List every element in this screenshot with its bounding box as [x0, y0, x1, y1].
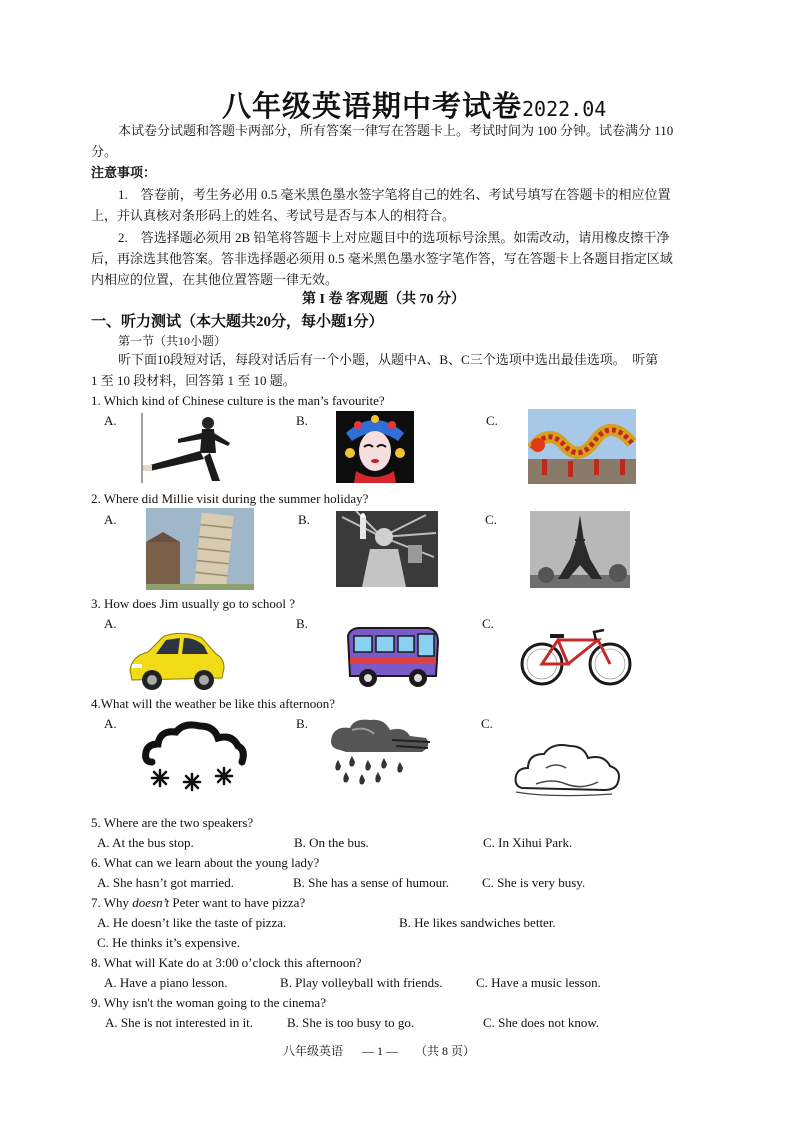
kung-fu-image: [138, 413, 242, 483]
notes-item-2-line-3: 内相应的位置，在其他位置答题一律无效。: [91, 272, 339, 287]
bicycle-image: [518, 624, 634, 688]
notes-item-2-line-1: 2. 答选择题必须用 2B 铅笔将答题卡上对应题目中的选项标号涂黑。如需改动，请用橡皮擦干净: [118, 230, 670, 245]
notes-item-2-line-2: 后，再涂选其他答案。答非选择题必须用 0.5 毫米黑色墨水签字笔作答，写在答题卡上各题目指定区域: [91, 251, 673, 266]
exam-date: 2022.04: [522, 97, 607, 121]
question-2: 2. Where did Millie visit during the summer holiday?: [91, 491, 369, 506]
q1-option-c: C.: [486, 413, 498, 428]
q7-text-prefix: 7. Why: [91, 895, 133, 910]
q4-option-b: B.: [296, 716, 308, 731]
volume-title: 第 I 卷 客观题（共 70 分）: [302, 292, 465, 307]
dragon-dance-image: [528, 409, 636, 484]
q2-option-c: C.: [485, 512, 497, 527]
peking-opera-mask-image: [336, 411, 414, 483]
notes-heading: 注意事项：: [91, 165, 157, 180]
snow-icon: [140, 720, 250, 794]
page-footer: [283, 1042, 475, 1059]
q1-option-b: B.: [296, 413, 308, 428]
q6-option-c: C. She is very busy.: [482, 875, 586, 890]
q3-option-c: C.: [482, 616, 494, 631]
question-4: 4.What will the weather be like this afternoon?: [91, 696, 336, 711]
q7-option-c: C. He thinks it’s expensive.: [97, 935, 240, 950]
cloudy-icon: [512, 738, 624, 800]
q7-text-italic: doesn’t: [132, 895, 170, 910]
footer-total-pages: （共 8 页）: [415, 1044, 476, 1058]
instruction-line-1: 听下面10段短对话，每段对话后有一个小题，从题中A、B、C三个选项中选出最佳选项。 听第: [118, 352, 659, 367]
q2-option-a: A.: [104, 512, 117, 527]
q2-option-b: B.: [298, 512, 310, 527]
page-title: [222, 84, 606, 125]
statue-of-liberty-image: [336, 511, 438, 587]
footer-page-number: — 1 —: [362, 1044, 399, 1058]
q6-option-a: A. She hasn’t got married.: [97, 875, 234, 890]
question-7: [91, 895, 305, 911]
q3-option-b: B.: [296, 616, 308, 631]
question-9: 9. Why isn't the woman going to the cinema?: [91, 995, 326, 1010]
bus-image: [342, 622, 442, 692]
notes-item-1-line-2: 上，并认真核对条形码上的姓名、考试号是否与本人的相符合。: [91, 208, 456, 223]
instruction-line-2: 1 至 10 段材料，回答第 1 至 10 题。: [91, 373, 296, 388]
q7-option-b: B. He likes sandwiches better.: [399, 915, 556, 930]
question-1: 1. Which kind of Chinese culture is the man’s favourite?: [91, 393, 385, 408]
q9-option-b: B. She is too busy to go.: [287, 1015, 415, 1030]
question-6: 6. What can we learn about the young lady?: [91, 855, 320, 870]
q5-option-c: C. In Xihui Park.: [483, 835, 573, 850]
exam-title: 八年级英语期中考试卷: [222, 91, 523, 123]
q8-option-b: B. Play volleyball with friends.: [280, 975, 443, 990]
question-3: 3. How does Jim usually go to school ?: [91, 596, 296, 611]
question-8: 8. What will Kate do at 3:00 o’clock this afternoon?: [91, 955, 362, 970]
q7-text-suffix: Peter want to have pizza?: [169, 895, 306, 910]
leaning-tower-of-pisa-image: [146, 508, 254, 590]
q6-option-b: B. She has a sense of humour.: [293, 875, 449, 890]
q4-option-c: C.: [481, 716, 493, 731]
intro-line-1: 本试卷分试题和答题卡两部分，所有答案一律写在答题卡上。考试时间为 100 分钟。试卷满分 110: [118, 123, 674, 138]
q9-option-a: A. She is not interested in it.: [105, 1015, 254, 1030]
q1-option-a: A.: [104, 413, 117, 428]
q5-option-b: B. On the bus.: [294, 835, 369, 850]
notes-item-1-line-1: 1. 答卷前，考生务必用 0.5 毫米黑色墨水签字笔将自己的姓名、考试号填写在答题卡的相应位置: [118, 187, 671, 202]
car-image: [124, 626, 228, 692]
eiffel-tower-image: [530, 511, 630, 588]
part-1-title: 一、听力测试（本大题共20分，每小题1分）: [91, 314, 384, 330]
subsection-title: 第一节（共10小题）: [118, 334, 227, 348]
footer-subject: 八年级英语: [283, 1044, 344, 1058]
intro-line-2: 分。: [91, 144, 118, 159]
question-5: 5. Where are the two speakers?: [91, 815, 254, 830]
q4-option-a: A.: [104, 716, 117, 731]
q9-option-c: C. She does not know.: [483, 1015, 600, 1030]
q5-option-a: A. At the bus stop.: [97, 835, 194, 850]
rain-icon: [322, 716, 434, 786]
q3-option-a: A.: [104, 616, 117, 631]
q8-option-c: C. Have a music lesson.: [476, 975, 601, 990]
q8-option-a: A. Have a piano lesson.: [104, 975, 228, 990]
q7-option-a: A. He doesn’t like the taste of pizza.: [97, 915, 287, 930]
